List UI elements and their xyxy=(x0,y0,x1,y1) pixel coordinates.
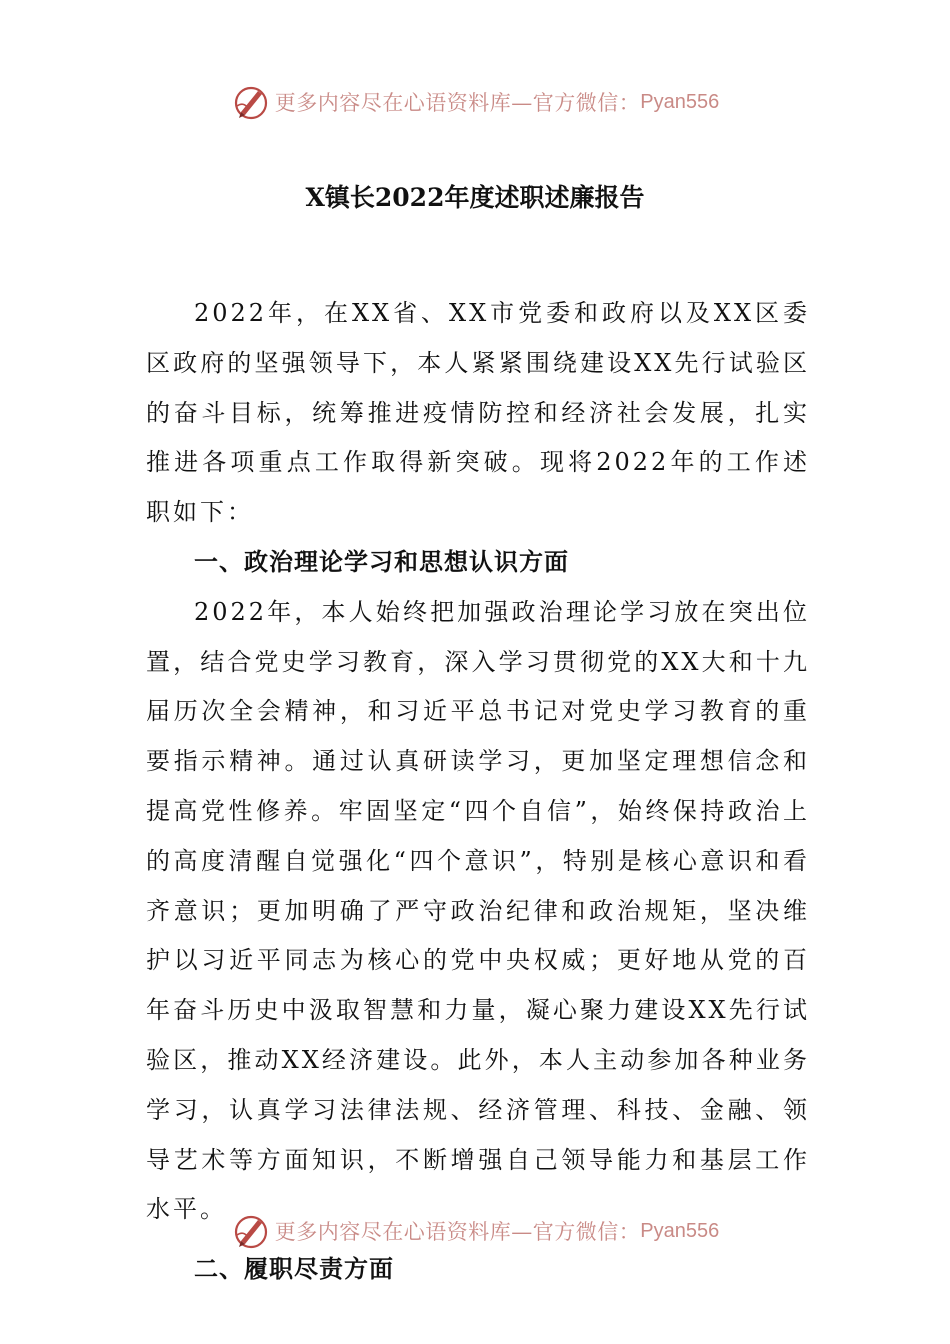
section-2-heading: 二、履职尽责方面 xyxy=(194,1255,394,1284)
intro-paragraph: 2022年，在XX省、XX市党委和政府以及XX区委区政府的坚强领导下，本人紧紧围绕建设XX先行试验区的奋斗目标，统筹推进疫情防控和经济社会发展，扎实推进各项重点工作取得新突破。现将2022年的工作述职如下： xyxy=(146,299,810,527)
document-body xyxy=(146,289,810,1295)
section-1-paragraph: 2022年，本人始终把加强政治理论学习放在突出位置，结合党史学习教育，深入学习贯彻党的XX大和十九届历次全会精神，和习近平总书记对党史学习教育的重要指示精神。通过认真研读学习，更加坚定理想信念和提高党性修养。牢固坚定“四个自信”，始终保持政治上的高度清醒自觉强化“四个意识”，特别是核心意识和看齐意识；更加明确了严守政治纪律和政治规矩，坚决维护以习近平同志为核心的党中央权威；更好地从党的百年奋斗历史中汲取智慧和力量，凝心聚力建设XX先行试验区，推动XX经济建设。此外，本人主动参加各种业务学习，认真学习法律法规、经济管理、科技、金融、领导艺术等方面知识，不断增强自己领导能力和基层工作水平。 xyxy=(146,597,810,1224)
pen-logo-icon xyxy=(231,1211,271,1251)
document-title: X镇长2022年度述职述廉报告 xyxy=(305,183,645,212)
watermark-banner-bottom xyxy=(0,1209,950,1253)
pen-logo-icon xyxy=(231,82,271,122)
watermark-banner-top xyxy=(0,80,950,124)
watermark-id: Pyan556 xyxy=(640,90,720,113)
section-1-heading: 一、政治理论学习和思想认识方面 xyxy=(194,547,569,576)
watermark-text: 更多内容尽在心语资料库—官方微信： xyxy=(274,1220,641,1244)
watermark-id: Pyan556 xyxy=(640,1219,720,1242)
watermark-text: 更多内容尽在心语资料库—官方微信： xyxy=(274,91,641,115)
